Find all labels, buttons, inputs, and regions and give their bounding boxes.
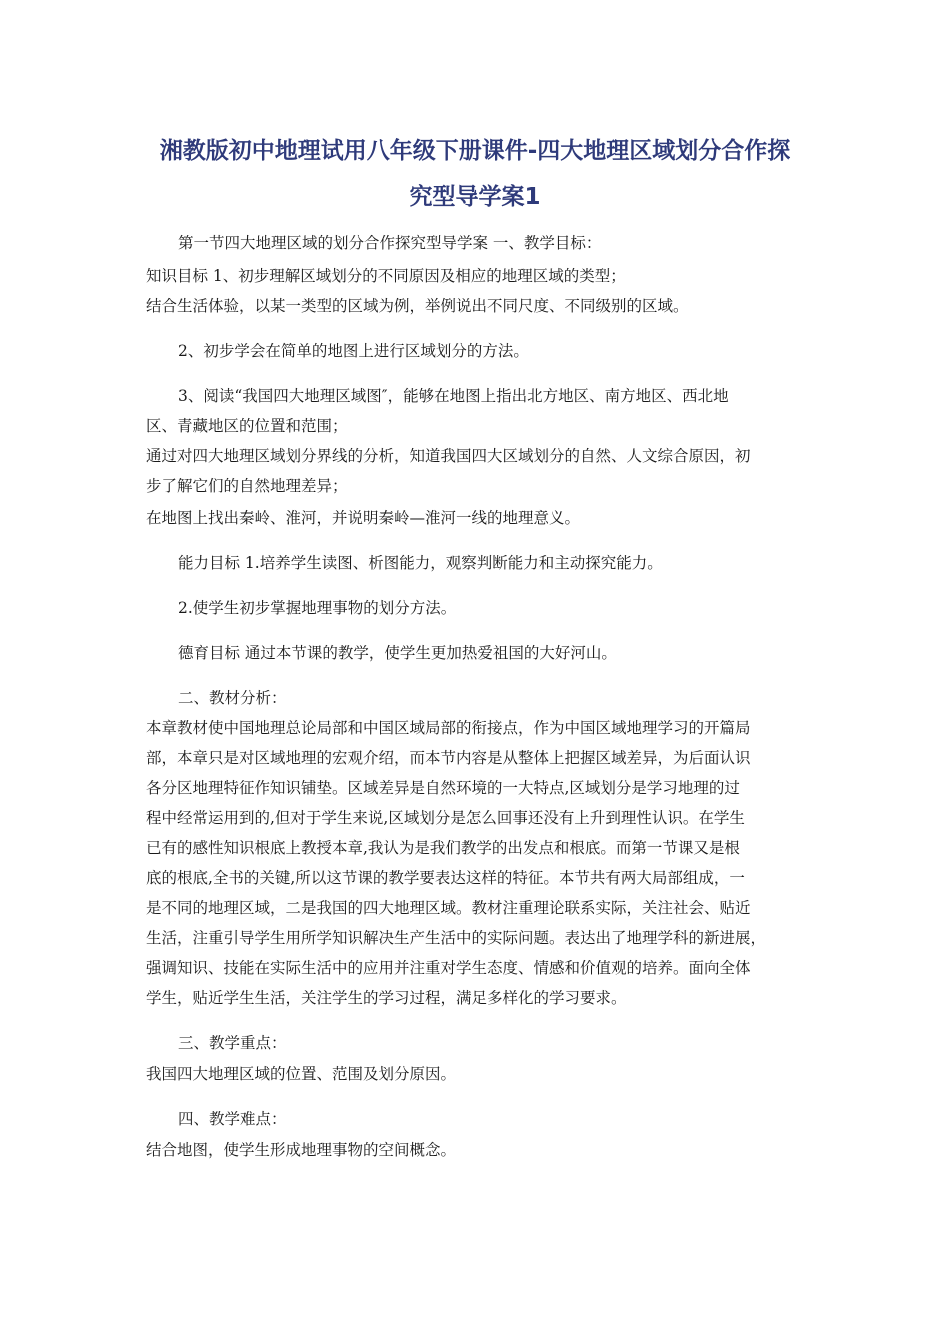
body-line: 强调知识、技能在实际生活中的应用并注重对学生态度、情感和价值观的培养。面向全体 <box>146 959 751 977</box>
body-line: 生活，注重引导学生用所学知识解决生产生活中的实际问题。表达出了地理学科的新进展， <box>146 929 767 947</box>
body-line: 各分区地理特征作知识铺垫。区域差异是自然环境的一大特点,区域划分是学习地理的过 <box>146 779 740 797</box>
body-line: 部，本章只是对区域地理的宏观介绍，而本节内容是从整体上把握区域差异，为后面认识 <box>146 749 751 767</box>
body-line: 学生，贴近学生生活，关注学生的学习过程，满足多样化的学习要求。 <box>146 989 627 1007</box>
body-line: 2、初步学会在简单的地图上进行区域划分的方法。 <box>178 342 529 360</box>
body-line: 区、青藏地区的位置和范围； <box>146 417 348 435</box>
body-line: 结合地图，使学生形成地理事物的空间概念。 <box>146 1141 457 1159</box>
body-line: 是不同的地理区域，二是我国的四大地理区域。教材注重理论联系实际，关注社会、贴近 <box>146 899 751 917</box>
body-line: 在地图上找出秦岭、淮河，并说明秦岭—淮河一线的地理意义。 <box>146 509 581 527</box>
body-line: 知识目标 1、初步理解区域划分的不同原因及相应的地理区域的类型； <box>146 267 626 285</box>
body-line: 本章教材使中国地理总论局部和中国区域局部的衔接点，作为中国区域地理学习的开篇局 <box>146 719 751 737</box>
body-line: 通过对四大地理区域划分界线的分析，知道我国四大区域划分的自然、人文综合原因，初 <box>146 447 751 465</box>
body-line: 结合生活体验，以某一类型的区域为例，举例说出不同尺度、不同级别的区域。 <box>146 297 689 315</box>
body-line: 我国四大地理区域的位置、范围及划分原因。 <box>146 1065 457 1083</box>
document-title-line-2: 究型导学案1 <box>409 184 541 210</box>
section-heading: 四、教学难点： <box>178 1110 287 1128</box>
body-line: 能力目标 1.培养学生读图、析图能力，观察判断能力和主动探究能力。 <box>178 554 663 572</box>
body-line: 第一节四大地理区域的划分合作探究型导学案 一、教学目标： <box>178 234 602 252</box>
section-heading: 二、教材分析： <box>178 689 287 707</box>
body-line: 3、阅读“我国四大地理区域图″，能够在地图上指出北方地区、南方地区、西北地 <box>178 387 729 405</box>
document-title-line-1: 湘教版初中地理试用八年级下册课件-四大地理区域划分合作探 <box>159 138 791 164</box>
body-line: 底的根底,全书的关键,所以这节课的教学要表达这样的特征。本节共有两大局部组成，一 <box>146 869 745 887</box>
body-line: 步了解它们的自然地理差异； <box>146 477 348 495</box>
body-line: 德育目标 通过本节课的教学，使学生更加热爱祖国的大好河山。 <box>178 644 617 662</box>
body-line: 程中经常运用到的,但对于学生来说,区域划分是怎么回事还没有上升到理性认识。在学生 <box>146 809 745 827</box>
body-line: 2.使学生初步掌握地理事物的划分方法。 <box>178 599 457 617</box>
section-heading: 三、教学重点： <box>178 1034 287 1052</box>
body-line: 已有的感性知识根底上教授本章,我认为是我们教学的出发点和根底。而第一节课又是根 <box>146 839 740 857</box>
